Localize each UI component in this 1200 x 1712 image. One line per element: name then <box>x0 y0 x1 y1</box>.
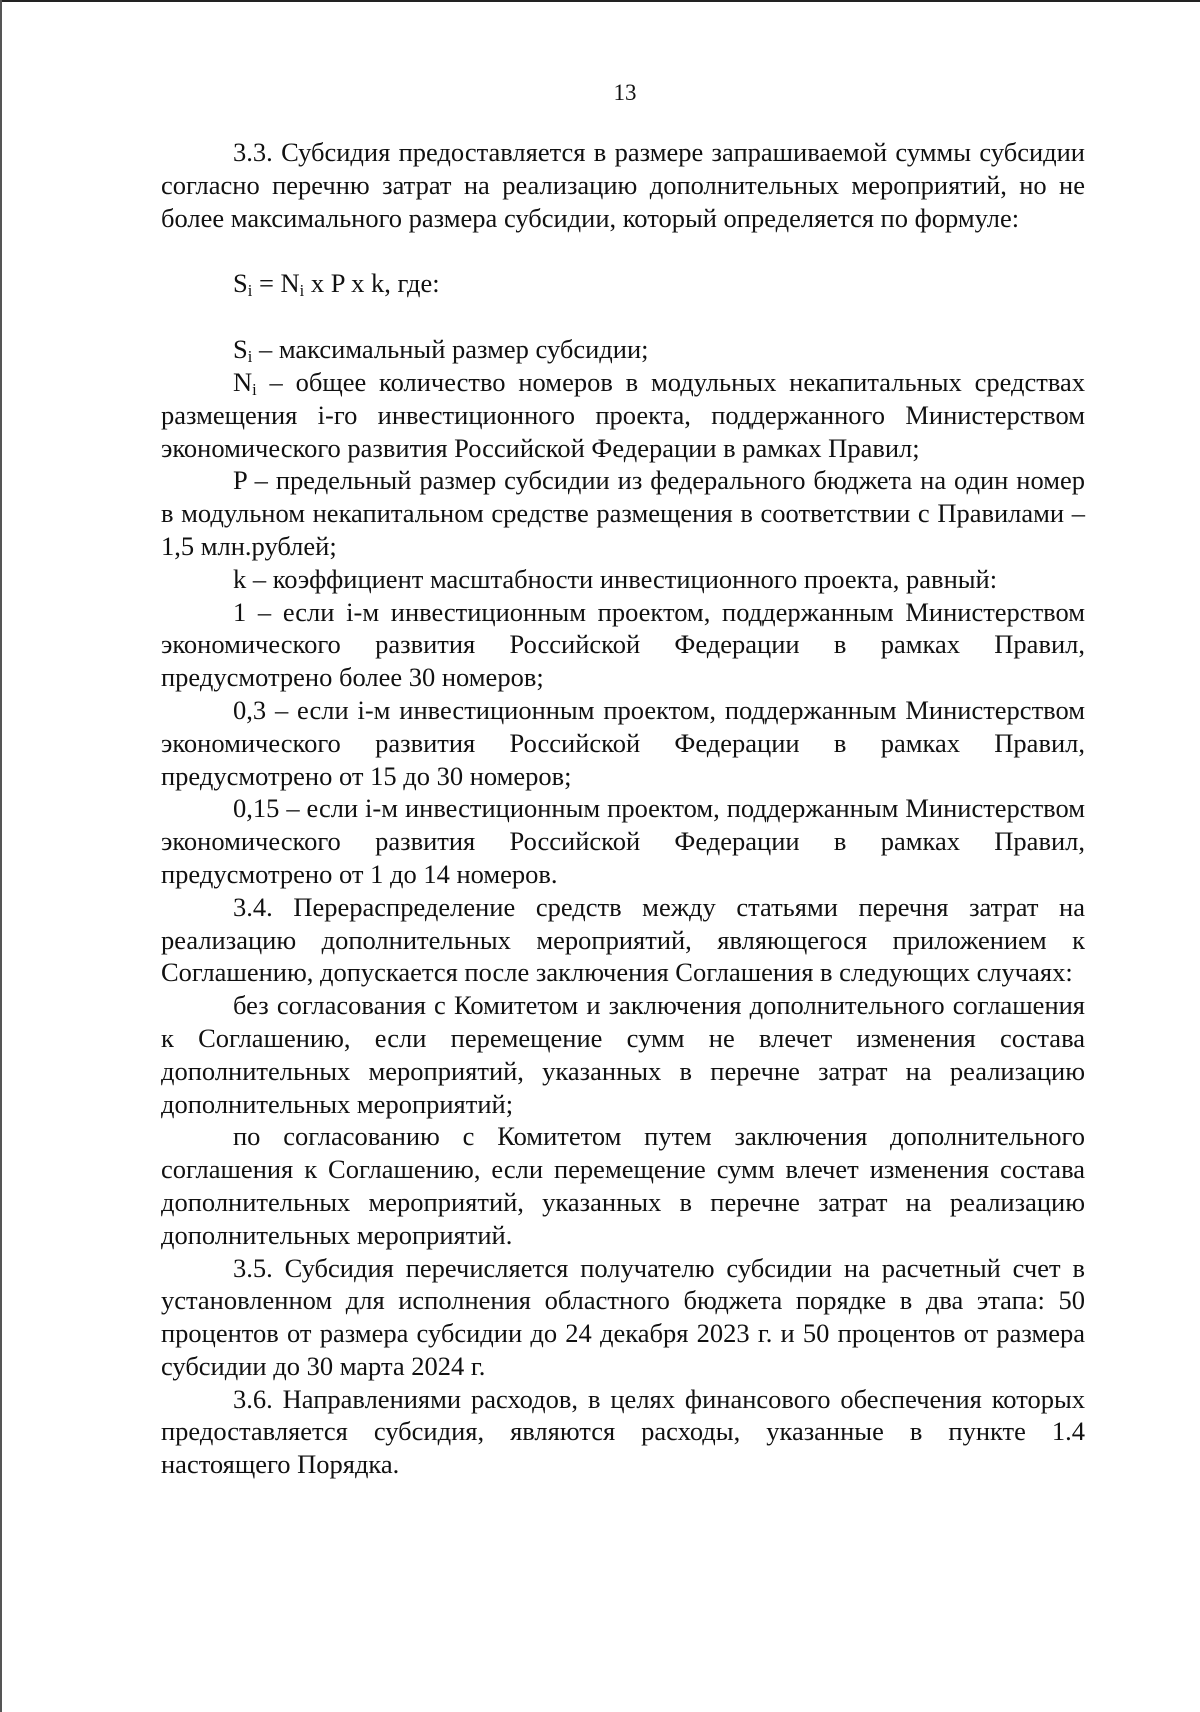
definition-si-text: – максимальный размер субсидии; <box>258 334 649 365</box>
paragraph-3-4-case-1: без согласования с Комитетом и заключения дополнительного соглашения к Соглашению, если перемещение сумм не влечет изменения состава дополнительных мероприятий, указанных в перечне затрат на реализацию дополнительных мероприятий; <box>161 990 1085 1119</box>
formula-s-index: i <box>247 281 253 301</box>
page-number: 13 <box>613 80 637 105</box>
definition-si-symbol: S <box>233 334 248 365</box>
formula-eq: = <box>252 268 281 299</box>
definition-ni <box>161 366 1085 464</box>
spacer <box>161 300 1085 333</box>
definition-p: P – предельный размер субсидии из федерального бюджета на один номер в модульном некапитальном средстве размещения в соответствии с Правилами – 1,5 млн.рублей; <box>161 465 1085 561</box>
paragraph-3-5: 3.5. Субсидия перечисляется получателю субсидии на расчетный счет в установленном для исполнения областного бюджета порядке в два этапа: 50 процентов от размера субсидии до 24 декабря 2023 г. и 50 процентов от размера субсидии до 30 марта 2024 г. <box>161 1252 1085 1381</box>
formula-rest: x P x k, где: <box>304 268 440 299</box>
definition-si <box>161 333 1085 366</box>
coefficient-0-3: 0,3 – если i-м инвестиционным проектом, поддержанным Министерством экономического развития Российской Федерации в рамках Правил, предусмотрено от 15 до 30 номеров; <box>161 694 1085 791</box>
definition-ni-index: i <box>252 380 257 400</box>
definition-ni-text: – общее количество номеров в модульных некапитальных средствах размещения i-го инвестиционного проекта, поддержанного Министерством экономического развития Российской Федерации в рамках Правил; <box>161 366 1086 463</box>
formula-n-index: i <box>299 281 305 301</box>
definition-ni-symbol: N <box>233 366 253 397</box>
paragraph-3-6: 3.6. Направлениями расходов, в целях финансового обеспечения которых предоставляется субсидия, являются расходы, указанные в пункте 1.4 настоящего Порядка. <box>161 1383 1085 1480</box>
page-left-edge <box>0 0 2 1712</box>
document-body <box>161 136 1085 1481</box>
spacer <box>161 234 1085 267</box>
paragraph-3-4: 3.4. Перераспределение средств между статьями перечня затрат на реализацию дополнительных мероприятий, являющегося приложением к Соглашению, допускается после заключения Соглашения в следующих случаях: <box>161 891 1085 988</box>
paragraph-3-3: 3.3. Субсидия предоставляется в размере запрашиваемой суммы субсидии согласно перечню затрат на реализацию дополнительных мероприятий, но не более максимального размера субсидии, который определяется по формуле: <box>161 137 1085 233</box>
coefficient-0-15: 0,15 – если i-м инвестиционным проектом, поддержанным Министерством экономического развития Российской Федерации в рамках Правил, предусмотрено от 1 до 14 номеров. <box>161 793 1085 889</box>
definition-k: k – коэффициент масштабности инвестиционного проекта, равный: <box>233 563 998 594</box>
coefficient-1: 1 – если i-м инвестиционным проектом, поддержанным Министерством экономического развития Российской Федерации в рамках Правил, предусмотрено более 30 номеров; <box>161 596 1085 693</box>
definition-si-index: i <box>247 347 253 367</box>
formula-s: S <box>233 268 248 299</box>
page-top-edge <box>0 0 1200 2</box>
paragraph-3-4-case-2: по согласованию с Комитетом путем заключения дополнительного соглашения к Соглашению, если перемещение сумм влечет изменения состава дополнительных мероприятий, указанных в перечне затрат на реализацию дополнительных мероприятий. <box>161 1121 1085 1250</box>
formula <box>161 267 1085 300</box>
formula-n: N <box>280 268 300 299</box>
